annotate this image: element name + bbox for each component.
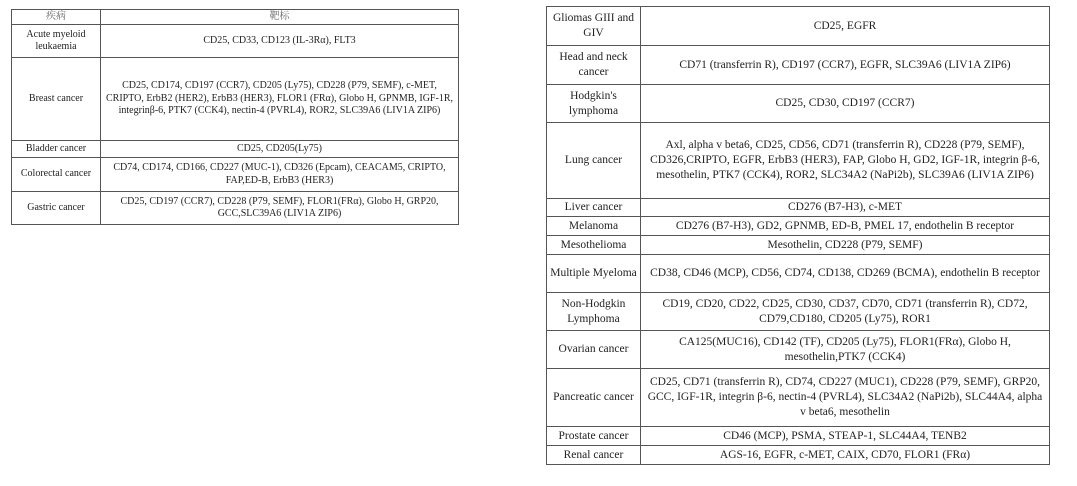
table-row [547,85,1050,123]
disease-cell: Gastric cancer [12,192,101,225]
disease-cell: Colorectal cancer [12,158,101,192]
disease-cell: Hodgkin's lymphoma [547,85,641,123]
disease-column-header: 疾病 [12,10,101,25]
left-table [11,9,459,225]
disease-cell: Renal cancer [547,446,641,465]
table-row [547,7,1050,46]
table-row [12,25,459,58]
table-row [547,331,1050,369]
targets-cell: CD19, CD20, CD22, CD25, CD30, CD37, CD70, CD71 (transferrin R), CD72, CD79,CD180, CD205 (Ly75), ROR1 [641,293,1050,331]
disease-cell: Breast cancer [12,58,101,141]
targets-cell: Mesothelin, CD228 (P79, SEMF) [641,236,1050,255]
disease-cell: Gliomas GIII and GIV [547,7,641,46]
targets-cell: CD276 (B7-H3), c-MET [641,199,1050,217]
targets-cell: CD25, CD30, CD197 (CCR7) [641,85,1050,123]
disease-cell: Melanoma [547,217,641,236]
targets-cell: CD25, CD33, CD123 (IL-3Rα), FLT3 [101,25,459,58]
disease-cell: Multiple Myeloma [547,255,641,293]
targets-cell: CD25, EGFR [641,7,1050,46]
disease-cell: Bladder cancer [12,141,101,158]
table-header-row [12,10,459,25]
targets-cell: CD74, CD174, CD166, CD227 (MUC-1), CD326 (Epcam), CEACAM5, CRIPTO, FAP,ED-B, ErbB3 (HER3) [101,158,459,192]
targets-cell: CD71 (transferrin R), CD197 (CCR7), EGFR, SLC39A6 (LIV1A ZIP6) [641,46,1050,85]
table-row [547,46,1050,85]
disease-cell: Liver cancer [547,199,641,217]
targets-cell: CD38, CD46 (MCP), CD56, CD74, CD138, CD269 (BCMA), endothelin B receptor [641,255,1050,293]
targets-cell: CD25, CD71 (transferrin R), CD74, CD227 (MUC1), CD228 (P79, SEMF), GRP20, GCC, IGF-1R, integrin β-6, nectin-4 (PVRL4), SLC34A2 (NaPi2b), SLC44A4, alpha v beta6, mesothelin [641,369,1050,427]
table-row [547,236,1050,255]
disease-cell: Pancreatic cancer [547,369,641,427]
table-row [547,293,1050,331]
disease-cell: Mesothelioma [547,236,641,255]
targets-cell: CD25, CD205(Ly75) [101,141,459,158]
targets-cell: Axl, alpha v beta6, CD25, CD56, CD71 (transferrin R), CD228 (P79, SEMF), CD326,CRIPTO, EGFR, ErbB3 (HER3), FAP, Globo H, GD2, IGF-1R, integrin β-6, mesothelin, PTK7 (CCK4), ROR2, SLC34A2 (NaPi2b), SLC39A6 (LIV1A ZIP6) [641,123,1050,199]
target-column-header: 靶标 [101,10,459,25]
table-row [547,446,1050,465]
table-row [547,217,1050,236]
targets-cell: CD25, CD197 (CCR7), CD228 (P79, SEMF), FLOR1(FRα), Globo H, GRP20, GCC,SLC39A6 (LIV1A ZIP6) [101,192,459,225]
targets-cell: CA125(MUC16), CD142 (TF), CD205 (Ly75), FLOR1(FRα), Globo H, mesothelin,PTK7 (CCK4) [641,331,1050,369]
table-row [547,199,1050,217]
disease-cell: Ovarian cancer [547,331,641,369]
targets-cell: AGS-16, EGFR, c-MET, CAIX, CD70, FLOR1 (FRα) [641,446,1050,465]
disease-cell: Acute myeloid leukaemia [12,25,101,58]
table-row [12,192,459,225]
disease-cell: Prostate cancer [547,427,641,446]
targets-cell: CD46 (MCP), PSMA, STEAP-1, SLC44A4, TENB2 [641,427,1050,446]
disease-cell: Head and neck cancer [547,46,641,85]
table-row [547,427,1050,446]
table-row [547,255,1050,293]
table-row [547,123,1050,199]
table-row [12,141,459,158]
disease-cell: Lung cancer [547,123,641,199]
table-row [12,158,459,192]
targets-cell: CD276 (B7-H3), GD2, GPNMB, ED-B, PMEL 17, endothelin B receptor [641,217,1050,236]
disease-cell: Non-Hodgkin Lymphoma [547,293,641,331]
table-row [547,369,1050,427]
right-table [546,6,1050,465]
targets-cell: CD25, CD174, CD197 (CCR7), CD205 (Ly75), CD228 (P79, SEMF), c-MET, CRIPTO, ErbB2 (HER2), ErbB3 (HER3), FLOR1 (FRα), Globo H, GPNMB, IGF-1R, integrinβ-6, PTK7 (CCK4), nectin-4 (PVRL4), ROR2, SLC39A6 (LIV1A ZIP6) [101,58,459,141]
table-row [12,58,459,141]
